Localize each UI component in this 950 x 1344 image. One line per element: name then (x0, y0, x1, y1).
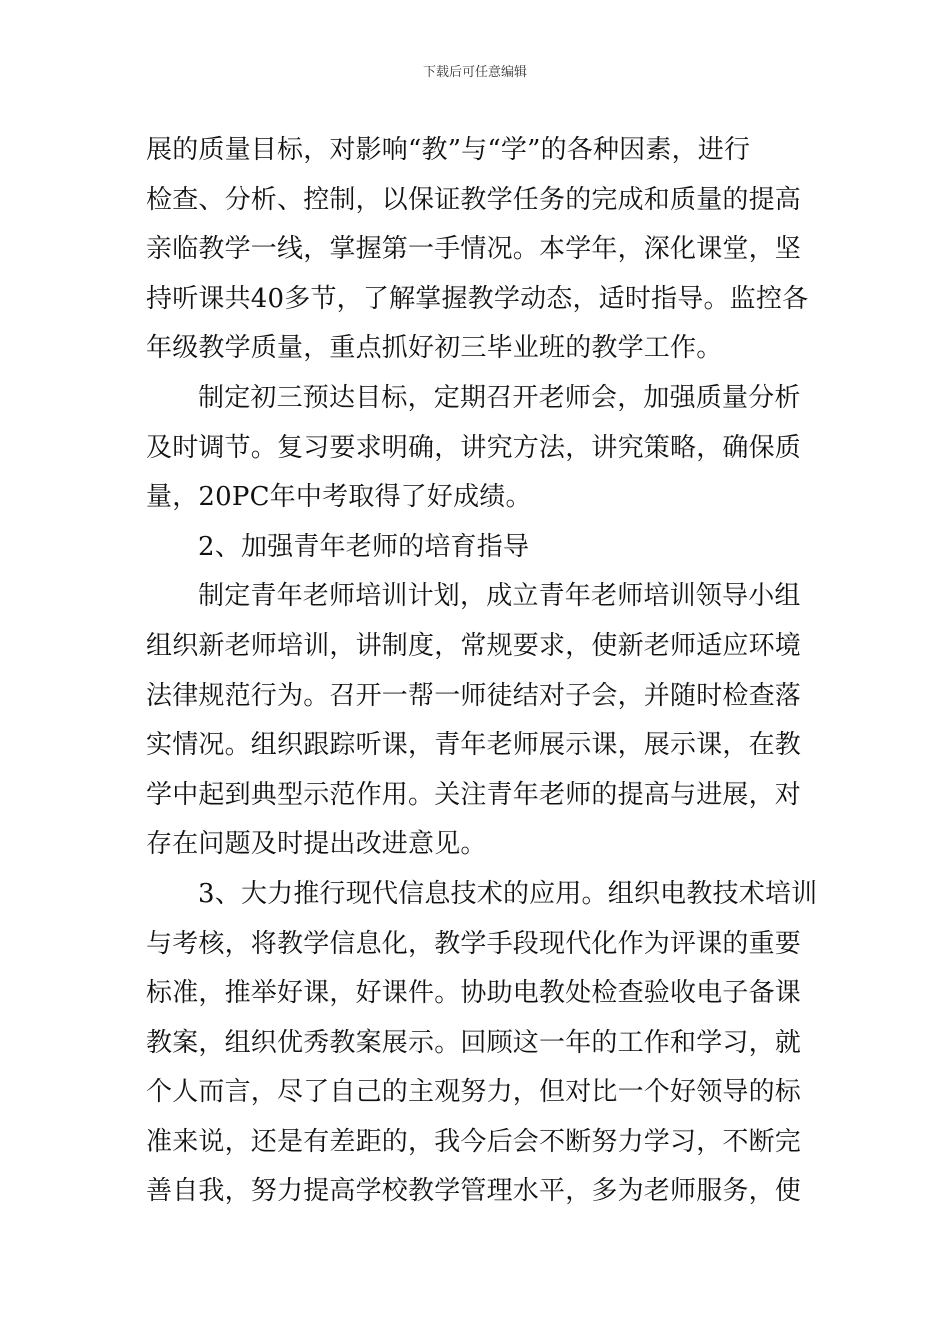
text-line: 存在问题及时提出改进意见。 (146, 829, 487, 860)
text-line: 个人而言，尽了自己的主观努力，但对比一个好领导的标 (146, 1077, 802, 1108)
text-line: 年级教学质量，重点抓好初三毕业班的教学工作。 (146, 333, 723, 364)
text-line: 法律规范行为。召开一帮一师徒结对子会，并随时检查落 (146, 680, 802, 711)
text-line: 及时调节。复习要求明确，讲究方法，讲究策略，确保质 (146, 432, 802, 463)
text-line: 学中起到典型示范作用。关注青年老师的提高与进展，对 (146, 779, 802, 810)
text-line: 准来说，还是有差距的，我今后会不断努力学习，不断完 (146, 1126, 802, 1157)
text-line: 量，20PC年中考取得了好成绩。 (146, 482, 532, 513)
text-line: 与考核，将教学信息化，教学手段现代化作为评课的重要 (146, 928, 802, 959)
text-line: 教案，组织优秀教案展示。回顾这一年的工作和学习，就 (146, 1027, 802, 1058)
text-line: 展的质量目标，对影响“教”与“学”的各种因素，进行 (146, 135, 751, 165)
text-line: 标准，推举好课，好课件。协助电教处检查验收电子备课 (146, 978, 802, 1009)
section-heading: 2、加强青年老师的培育指导 (198, 531, 530, 562)
text-line: 检查、分析、控制，以保证教学任务的完成和质量的提高 (146, 184, 802, 215)
paragraph-start: 3、大力推行现代信息技术的应用。组织电教技术培训 (198, 878, 818, 909)
document-body (146, 126, 818, 1217)
page-header: 下载后可任意编辑 (422, 65, 527, 80)
text-line: 实情况。组织跟踪听课，青年老师展示课，展示课，在教 (146, 730, 802, 761)
paragraph-start: 制定青年老师培训计划，成立青年老师培训领导小组 (198, 581, 801, 612)
paragraph-start: 制定初三预达目标，定期召开老师会，加强质量分析 (198, 382, 801, 413)
text-line: 持听课共40多节，了解掌握教学动态，适时指导。监控各 (146, 283, 809, 314)
text-line: 亲临教学一线，掌握第一手情况。本学年，深化课堂，坚 (146, 234, 802, 265)
text-line: 组织新老师培训，讲制度，常规要求，使新老师适应环境 (146, 630, 802, 661)
text-line: 善自我，努力提高学校教学管理水平，多为老师服务，使 (146, 1176, 802, 1207)
